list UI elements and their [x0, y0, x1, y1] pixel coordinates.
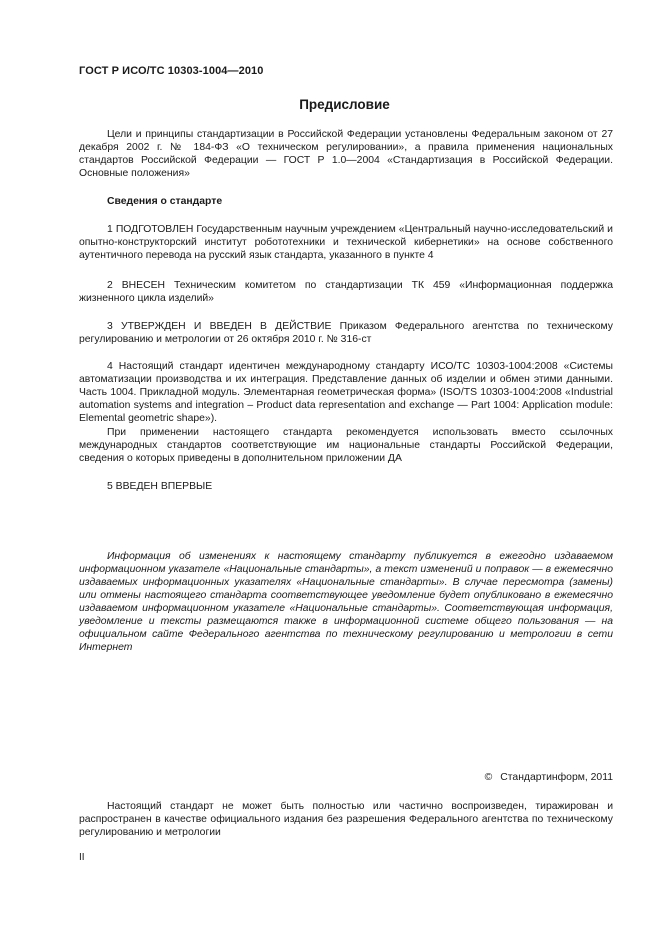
item-3-paragraph: 3 УТВЕРЖДЕН И ВВЕДЕН В ДЕЙСТВИЕ Приказом Федерального агентства по техническому регулированию и метрологии от 26 октября 2010 г. № 316-ст	[79, 321, 613, 345]
intro-paragraph: Цели и принципы стандартизации в Российской Федерации установлены Федеральным законом от 27 декабря 2002 г. № 184-ФЗ «О техническом регулировании», а правила применения национальных стандартов Российской Федерации — ГОСТ Р 1.0—2004 «Стандартизация в Российской Федерации. Основные положения»	[79, 129, 613, 179]
page-number: II	[79, 852, 85, 863]
notice-paragraph: Информация об изменениях к настоящему стандарту публикуется в ежегодно издаваемом информационном указателе «Национальные стандарты», а текст изменений и поправок — в ежемесячно издаваемых информационных указателях «Национальные стандарты». В случае пересмотра (замены) или отмены настоящего стандарта соответствующее уведомление будет опубликовано в ежемесячно издаваемом информационном указателе «Национальные стандарты». Соответствующая информация, уведомление и тексты размещаются также в информационной системе общего пользования — на официальном сайте Федерального агентства по техническому регулированию и метрологии в сети Интернет	[79, 551, 613, 653]
reproduction-paragraph: Настоящий стандарт не может быть полностью или частично воспроизведен, тиражирован и распространен в качестве официального издания без разрешения Федерального агентства по техническому регулированию и метрологии	[79, 801, 613, 838]
document-header: ГОСТ Р ИСО/ТС 10303-1004—2010	[79, 65, 264, 77]
page-title: Предисловие	[299, 97, 390, 112]
copyright-text: Стандартинформ, 2011	[500, 772, 613, 783]
item-5-paragraph: 5 ВВЕДЕН ВПЕРВЫЕ	[107, 481, 213, 492]
section-heading: Сведения о стандарте	[107, 196, 223, 207]
copyright-symbol: ©	[484, 772, 493, 783]
copyright-line	[485, 772, 613, 783]
item-1-paragraph: 1 ПОДГОТОВЛЕН Государственным научным учреждением «Центральный научно-исследовательский и опытно-конструкторский институт робототехники и технической кибернетики» на основе собственного аутентичного перевода на русский язык стандарта, указанного в пункте 4	[79, 224, 613, 261]
item-4-paragraph: 4 Настоящий стандарт идентичен международному стандарту ИСО/ТС 10303-1004:2008 «Системы автоматизации производства и их интеграция. Представление данных об изделии и обмен этими данными. Часть 1004. Прикладной модуль. Элементарная геометрическая форма» (ISO/TS 10303-1004:2008 «Industrial automation systems and integration – Product data representation and exchange — Part 1004: Application module: Elemental geometric shape»).	[79, 361, 613, 424]
item-2-paragraph: 2 ВНЕСЕН Техническим комитетом по стандартизации ТК 459 «Информационная поддержка жизненного цикла изделий»	[79, 280, 613, 304]
item-4-note-paragraph: При применении настоящего стандарта рекомендуется использовать вместо ссылочных международных стандартов соответствующие им национальные стандарты Российской Федерации, сведения о которых приведены в дополнительном приложении ДА	[79, 427, 613, 464]
